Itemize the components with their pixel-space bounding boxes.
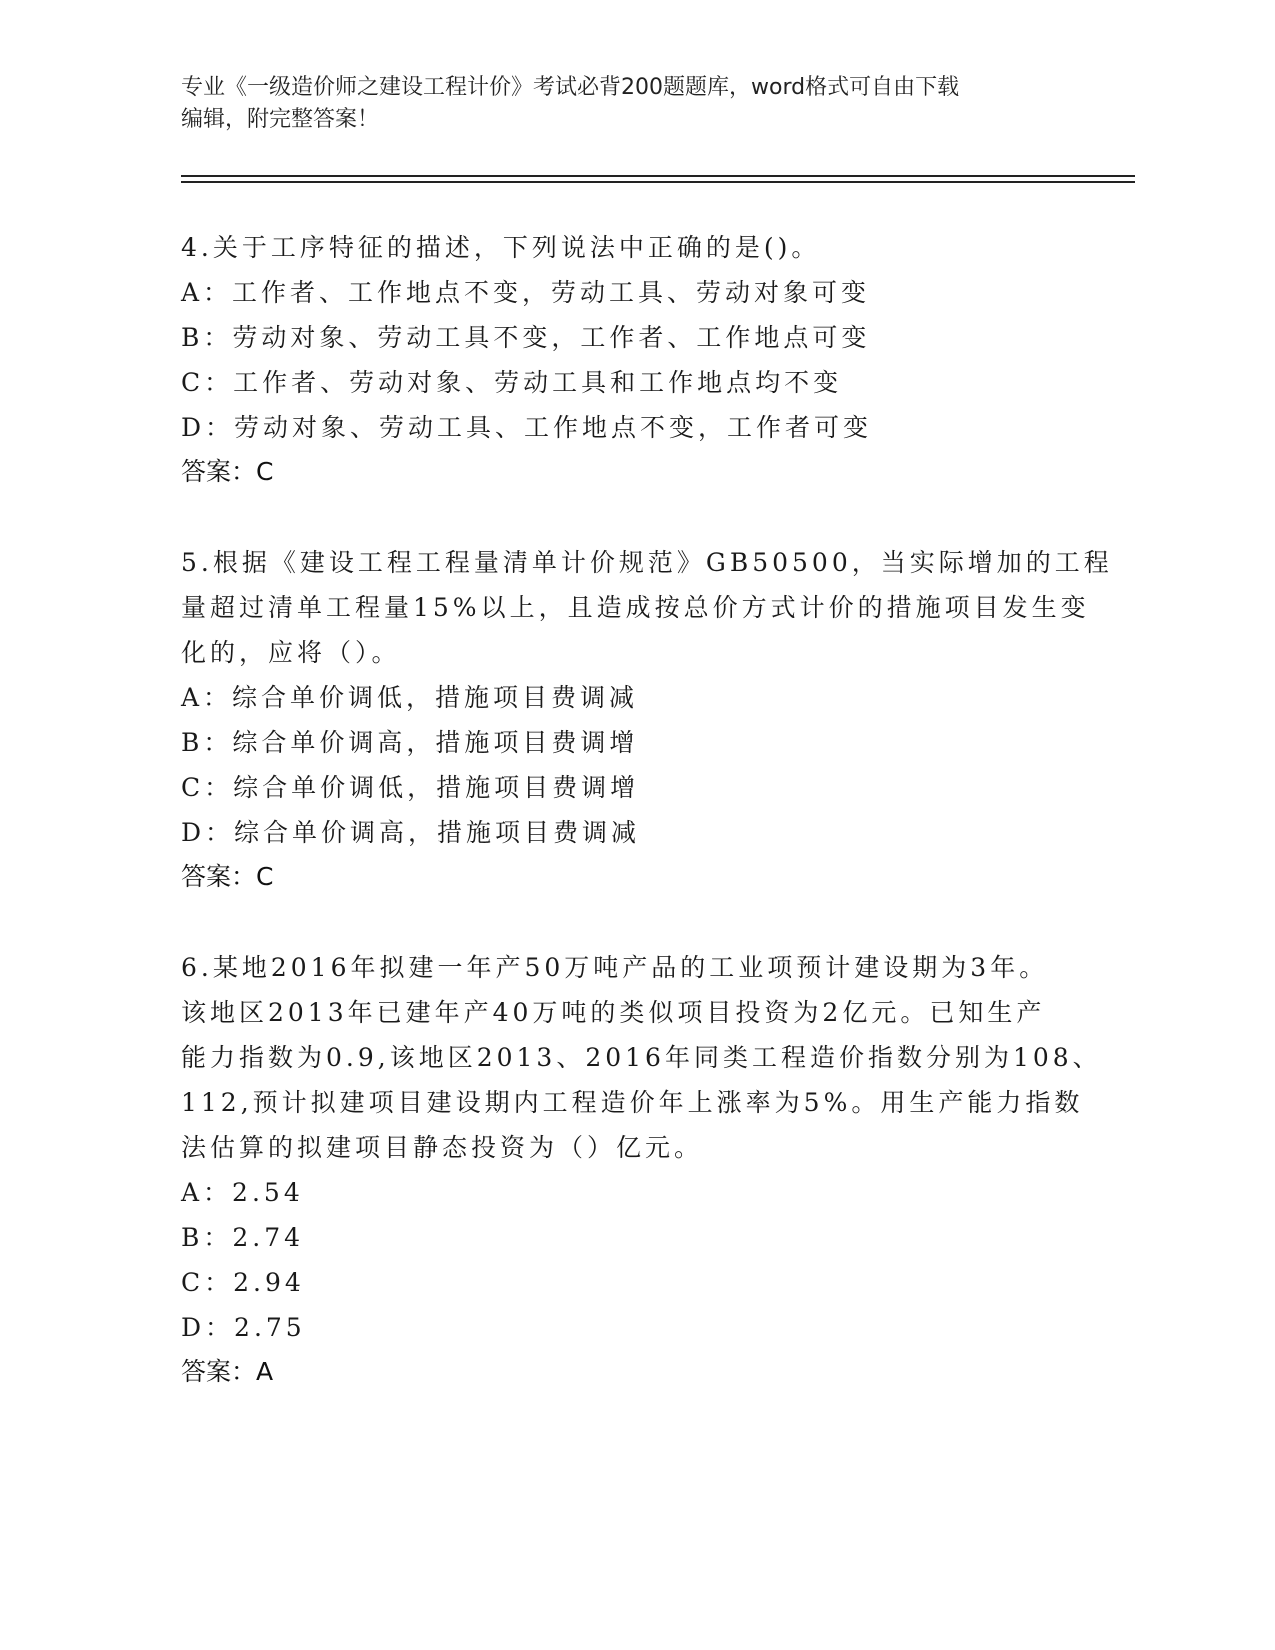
header-rule-bottom [181,181,1135,183]
stem-line: 4.关于工序特征的描述，下列说法中正确的是()。 [181,233,821,262]
option-a: A：综合单价调低，措施项目费调减 [181,683,639,712]
stem-line: 6.某地2016年拟建一年产50万吨产品的工业项预计建设期为3年。 [181,953,1049,982]
stem-line: 法估算的拟建项目静态投资为（）亿元。 [181,1133,704,1162]
answer-line: 答案：C [181,457,274,486]
option-a: A：工作者、工作地点不变，劳动工具、劳动对象可变 [181,278,871,307]
header-line-1: 专业《一级造价师之建设工程计价》考试必背200题题库，word格式可自由下载 [181,75,960,100]
stem-line: 量超过清单工程量15%以上，且造成按总价方式计价的措施项目发生变 [181,593,1090,622]
option-c: C：工作者、劳动对象、劳动工具和工作地点均不变 [181,368,843,397]
option-b: B：2.74 [181,1223,305,1252]
question-6 [181,945,1102,1394]
option-d: D：2.75 [181,1313,306,1342]
document-header [181,72,1081,136]
stem-line: 5.根据《建设工程工程量清单计价规范》GB50500，当实际增加的工程 [181,548,1113,577]
header-line-2: 编辑，附完整答案！ [181,107,380,132]
option-b: B：劳动对象、劳动工具不变，工作者、工作地点可变 [181,323,871,352]
stem-line: 112,预计拟建项目建设期内工程造价年上涨率为5%。用生产能力指数 [181,1088,1084,1117]
question-list [181,225,1113,1440]
option-b: B：综合单价调高，措施项目费调增 [181,728,639,757]
answer-line: 答案：A [181,1357,274,1386]
question-stem [181,225,1081,270]
stem-line: 能力指数为0.9,该地区2013、2016年同类工程造价指数分别为108、 [181,1043,1102,1072]
option-a: A：2.54 [181,1178,304,1207]
option-d: D：劳动对象、劳动工具、工作地点不变，工作者可变 [181,413,873,442]
question-4 [181,225,1081,494]
option-c: C：2.94 [181,1268,305,1297]
question-5 [181,540,1113,899]
question-stem [181,945,1102,1170]
answer-line: 答案：C [181,862,274,891]
question-stem [181,540,1113,675]
stem-line: 该地区2013年已建年产40万吨的类似项目投资为2亿元。已知生产 [181,998,1046,1027]
stem-line: 化的，应将（）。 [181,638,401,667]
header-rule-top [181,175,1135,177]
option-c: C：综合单价调低，措施项目费调增 [181,773,640,802]
option-d: D：综合单价调高，措施项目费调减 [181,818,641,847]
